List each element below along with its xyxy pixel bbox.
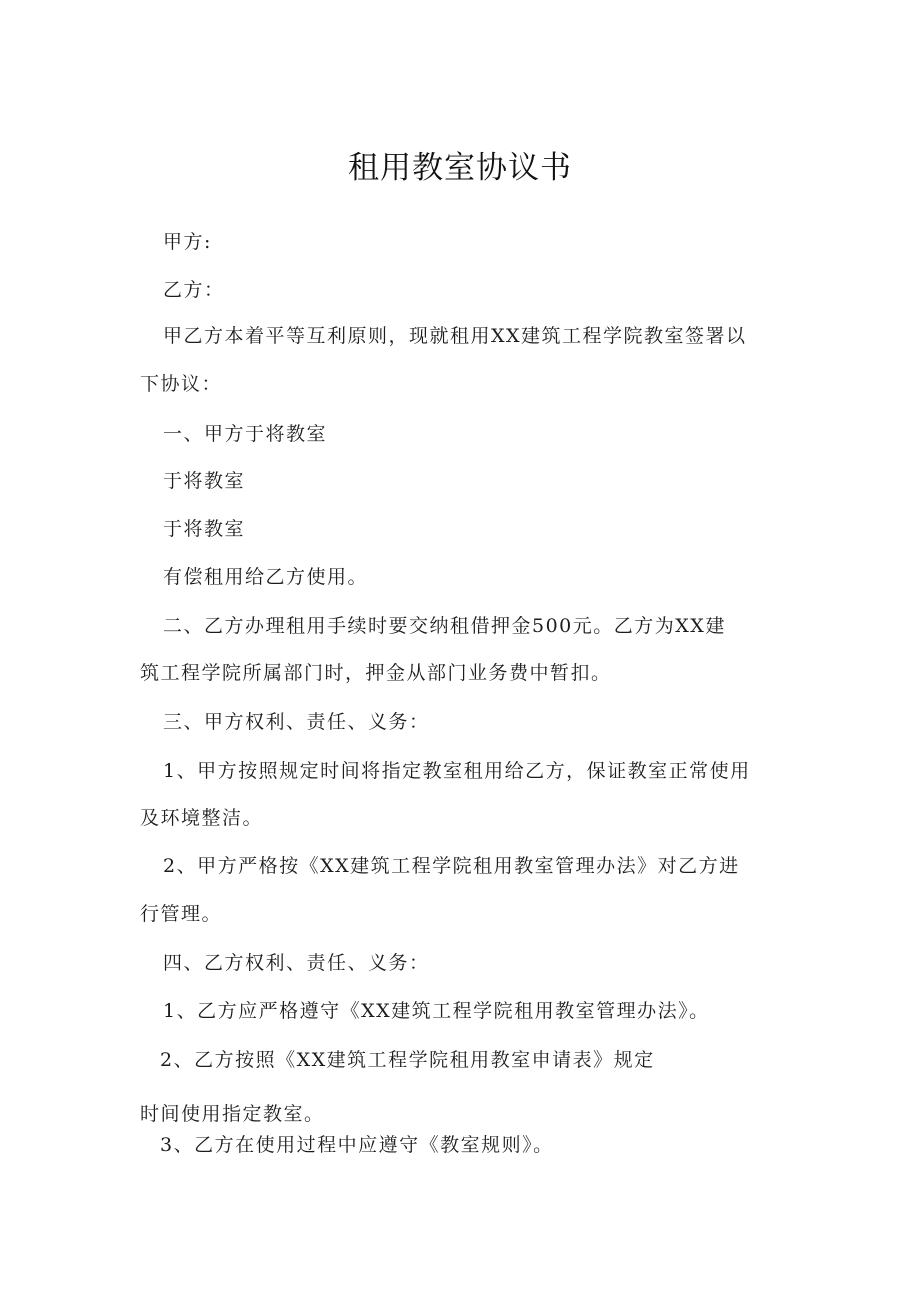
section-3-heading: 三、甲方权利、责任、义务： (163, 711, 430, 733)
section-2-line-1: 二、乙方办理租用手续时要交纳租借押金500元。乙方为XX建 (163, 615, 726, 637)
section-4-heading: 四、乙方权利、责任、义务： (163, 952, 430, 974)
intro-line-2: 下协议： (140, 373, 223, 395)
party-b-line: 乙方： (163, 279, 225, 301)
section-4-item-3: 3、乙方在使用过程中应遵守《教室规则》。 (160, 1134, 554, 1156)
section-1-line-4: 有偿租用给乙方使用。 (163, 566, 369, 588)
section-3-item-1-line-1: 1、甲方按照规定时间将指定教室租用给乙方，保证教室正常使用 (163, 760, 751, 782)
section-4-item-2-line-2: 时间使用指定教室。 (140, 1103, 325, 1125)
section-2-line-2: 筑工程学院所属部门时，押金从部门业务费中暂扣。 (140, 662, 612, 684)
party-a-line: 甲方: (163, 231, 212, 253)
section-4-item-2-line-1: 2、乙方按照《XX建筑工程学院租用教室申请表》规定 (160, 1049, 655, 1071)
document-title: 租用教室协议书 (348, 150, 572, 186)
section-3-item-2-line-2: 行管理。 (140, 903, 223, 925)
section-1-heading: 一、甲方于将教室 (163, 423, 328, 445)
intro-line-1: 甲乙方本着平等互利原则，现就租用XX建筑工程学院教室签署以 (163, 325, 747, 347)
section-4-item-1: 1、乙方应严格遵守《XX建筑工程学院租用教室管理办法》。 (163, 1000, 710, 1022)
section-3-item-1-line-2: 及环境整洁。 (140, 807, 264, 829)
section-1-line-3: 于将教室 (163, 518, 246, 540)
section-3-item-2-line-1: 2、甲方严格按《XX建筑工程学院租用教室管理办法》对乙方进 (163, 855, 740, 877)
section-1-line-2: 于将教室 (163, 470, 246, 492)
